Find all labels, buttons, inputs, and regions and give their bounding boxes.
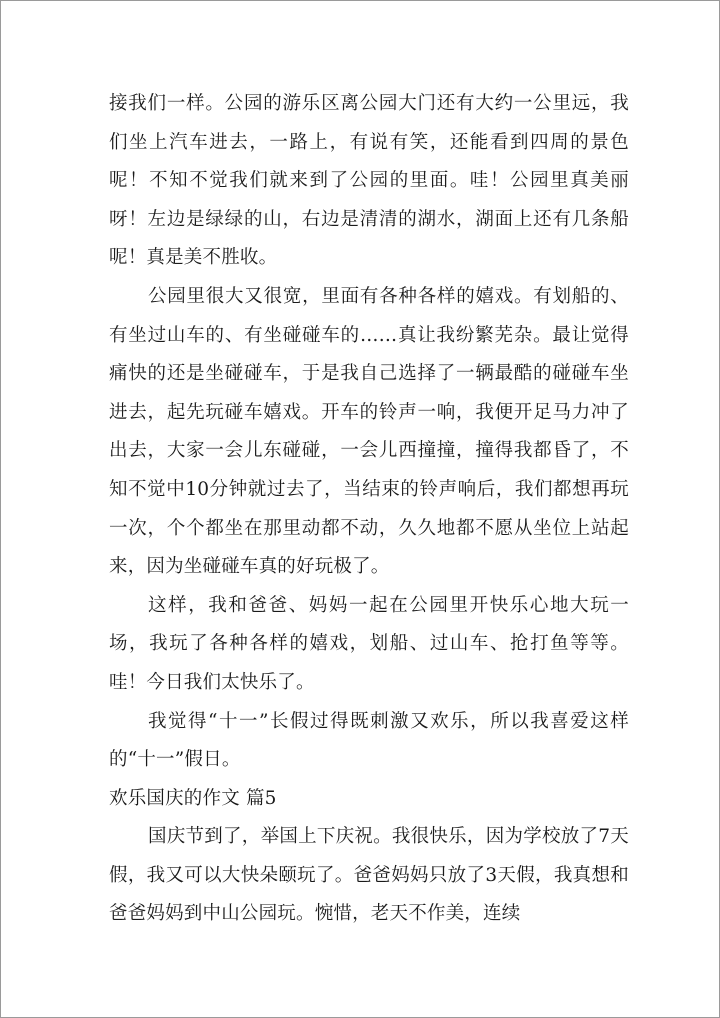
paragraph-conclusion: 我觉得“十一”长假过得既刺激又欢乐，所以我喜爱这样的“十一”假日。 [109, 710, 629, 771]
paragraph-national-day-holiday: 国庆节到了，举国上下庆祝。我很快乐，因为学校放了7天假，我又可以大快朵颐玩了。爸爸妈妈只放了3天假，我真想和爸爸妈妈到中山公园玩。惋惜，老天不作美，连续 [109, 826, 629, 925]
paragraph-bumper-cars: 公园里很大又很宽，里面有各种各样的嬉戏。有划船的、有坐过山车的、有坐碰碰车的……真让我纷繁芜杂。最让觉得痛快的还是坐碰碰车，于是我自己选择了一辆最酷的碰碰车坐进去，起先玩碰车嬉戏。开车的铃声一响，我便开足马力冲了出去，大家一会儿东碰碰，一会儿西撞撞，撞得我都昏了，不知不觉中10分钟就过去了，当结束的铃声响后，我们都想再玩一次，个个都坐在那里动都不动，久久地都不愿从坐位上站起来，因为坐碰碰车真的好玩极了。 [109, 285, 629, 578]
section-heading: 欢乐国庆的作文 篇5 [109, 787, 277, 809]
paragraph-park-arrival: 接我们一样。公园的游乐区离公园大门还有大约一公里远，我们坐上汽车进去，一路上，有说有笑，还能看到四周的景色呢！不知不觉我们就来到了公园的里面。哇！公园里真美丽呀！左边是绿绿的山，右边是清清的湖水，湖面上还有几条船呢！真是美不胜收。 [109, 93, 629, 269]
document-body [109, 85, 629, 934]
paragraph-played-all-games: 这样，我和爸爸、妈妈一起在公园里开快乐心地大玩一场，我玩了各种各样的嬉戏，划船、过山车、抢打鱼等等。哇！今日我们太快乐了。 [109, 594, 629, 693]
